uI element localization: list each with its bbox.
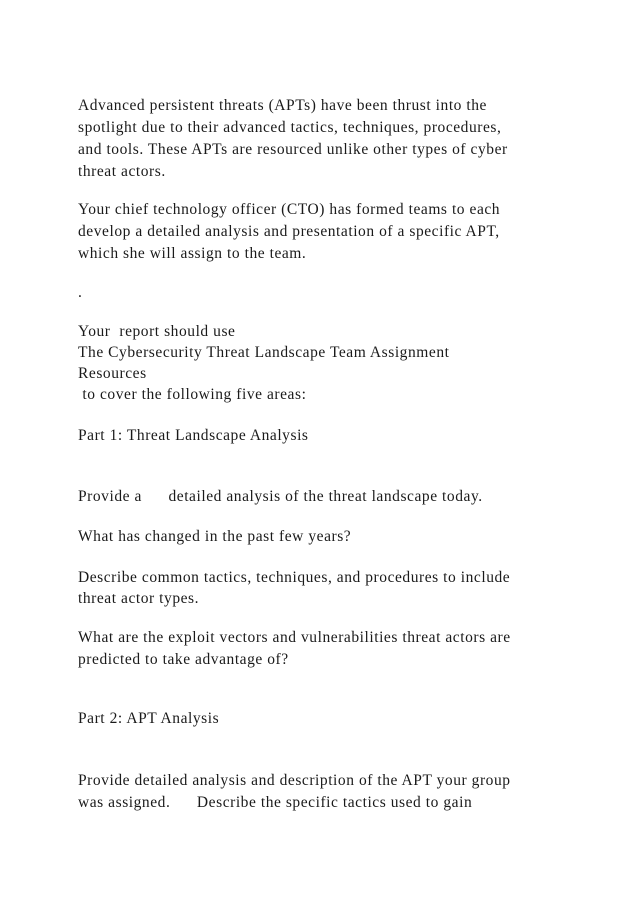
intro-line-4: threat actors.: [78, 163, 166, 180]
cto-line-3: which she will assign to the team.: [78, 245, 307, 262]
part1-item-3-line-1: Describe common tactics, techniques, and procedures to include: [78, 569, 511, 586]
report-line-2: The Cybersecurity Threat Landscape Team Assignment: [78, 344, 450, 361]
intro-line-3: and tools. These APTs are resourced unlike other types of cyber: [78, 141, 508, 158]
report-line-1: Your report should use: [78, 323, 236, 340]
report-line-4: to cover the following five areas:: [78, 386, 307, 403]
cto-line-2: develop a detailed analysis and presentation of a specific APT,: [78, 223, 500, 240]
cto-line-1: Your chief technology officer (CTO) has formed teams to each: [78, 201, 501, 218]
separator-dot: .: [78, 284, 83, 301]
part1-item-1: Provide a detailed analysis of the threat landscape today.: [78, 488, 483, 505]
part1-item-2: What has changed in the past few years?: [78, 528, 352, 545]
part2-heading: Part 2: APT Analysis: [78, 710, 220, 727]
intro-line-1: Advanced persistent threats (APTs) have been thrust into the: [78, 97, 487, 114]
part1-item-4-line-2: predicted to take advantage of?: [78, 651, 289, 668]
part1-item-3-line-2: threat actor types.: [78, 590, 200, 607]
part2-line-1: Provide detailed analysis and description of the APT your group: [78, 772, 511, 789]
part1-heading: Part 1: Threat Landscape Analysis: [78, 427, 309, 444]
part2-line-2: was assigned. Describe the specific tactics used to gain: [78, 794, 473, 811]
report-line-3: Resources: [78, 365, 147, 382]
intro-line-2: spotlight due to their advanced tactics, techniques, procedures,: [78, 119, 502, 136]
part1-item-4-line-1: What are the exploit vectors and vulnerabilities threat actors are: [78, 629, 511, 646]
